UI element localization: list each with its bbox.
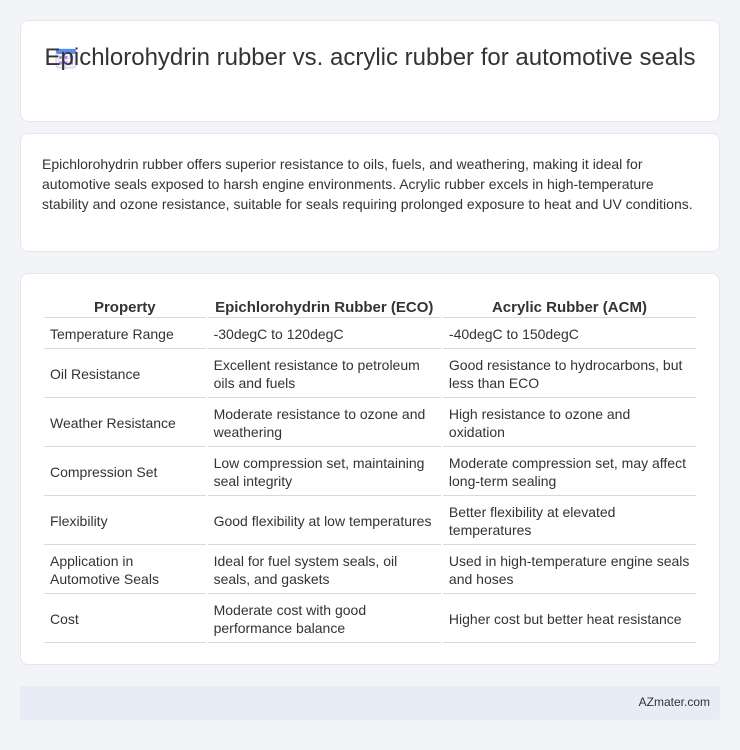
eco-cell: Moderate resistance to ozone and weathering <box>208 400 441 447</box>
eco-cell: Excellent resistance to petroleum oils and fuels <box>208 351 441 398</box>
property-cell: Compression Set <box>44 449 206 496</box>
table-row <box>44 400 696 447</box>
table-row <box>44 320 696 349</box>
title-card <box>20 20 720 122</box>
acm-cell: Good resistance to hydrocarbons, but less than ECO <box>443 351 696 398</box>
eco-cell: -30degC to 120degC <box>208 320 441 349</box>
acm-cell: -40degC to 150degC <box>443 320 696 349</box>
page-title: Epichlorohydrin rubber vs. acrylic rubber for automotive seals <box>44 44 696 71</box>
summary-card <box>20 133 720 252</box>
footer <box>20 686 720 720</box>
eco-cell: Good flexibility at low temperatures <box>208 498 441 545</box>
table-row <box>44 351 696 398</box>
summary-text: Epichlorohydrin rubber offers superior resistance to oils, fuels, and weathering, making it ideal for automotive seals exposed to harsh engine environments. Acrylic rubber excels in high-temperature stability and ozone resistance, suitable for seals requiring prolonged exposure to heat and UV conditions. <box>42 156 693 212</box>
acm-cell: Used in high-temperature engine seals and hoses <box>443 547 696 594</box>
table-header-row <box>44 296 696 318</box>
eco-cell: Low compression set, maintaining seal integrity <box>208 449 441 496</box>
acm-cell: Better flexibility at elevated temperatures <box>443 498 696 545</box>
table-row <box>44 596 696 643</box>
comparison-table <box>42 294 698 645</box>
property-cell: Cost <box>44 596 206 643</box>
eco-cell: Moderate cost with good performance balance <box>208 596 441 643</box>
header-eco: Epichlorohydrin Rubber (ECO) <box>208 296 441 318</box>
property-cell: Oil Resistance <box>44 351 206 398</box>
property-cell: Flexibility <box>44 498 206 545</box>
header-acm: Acrylic Rubber (ACM) <box>443 296 696 318</box>
footer-brand[interactable]: AZmater.com <box>638 695 710 709</box>
acm-cell: High resistance to ozone and oxidation <box>443 400 696 447</box>
property-cell: Application in Automotive Seals <box>44 547 206 594</box>
eco-cell: Ideal for fuel system seals, oil seals, and gaskets <box>208 547 441 594</box>
table-row <box>44 547 696 594</box>
table-row <box>44 449 696 496</box>
acm-cell: Moderate compression set, may affect long-term sealing <box>443 449 696 496</box>
property-cell: Temperature Range <box>44 320 206 349</box>
comparison-card <box>20 273 720 665</box>
table-row <box>44 498 696 545</box>
property-cell: Weather Resistance <box>44 400 206 447</box>
header-property: Property <box>44 296 206 318</box>
acm-cell: Higher cost but better heat resistance <box>443 596 696 643</box>
